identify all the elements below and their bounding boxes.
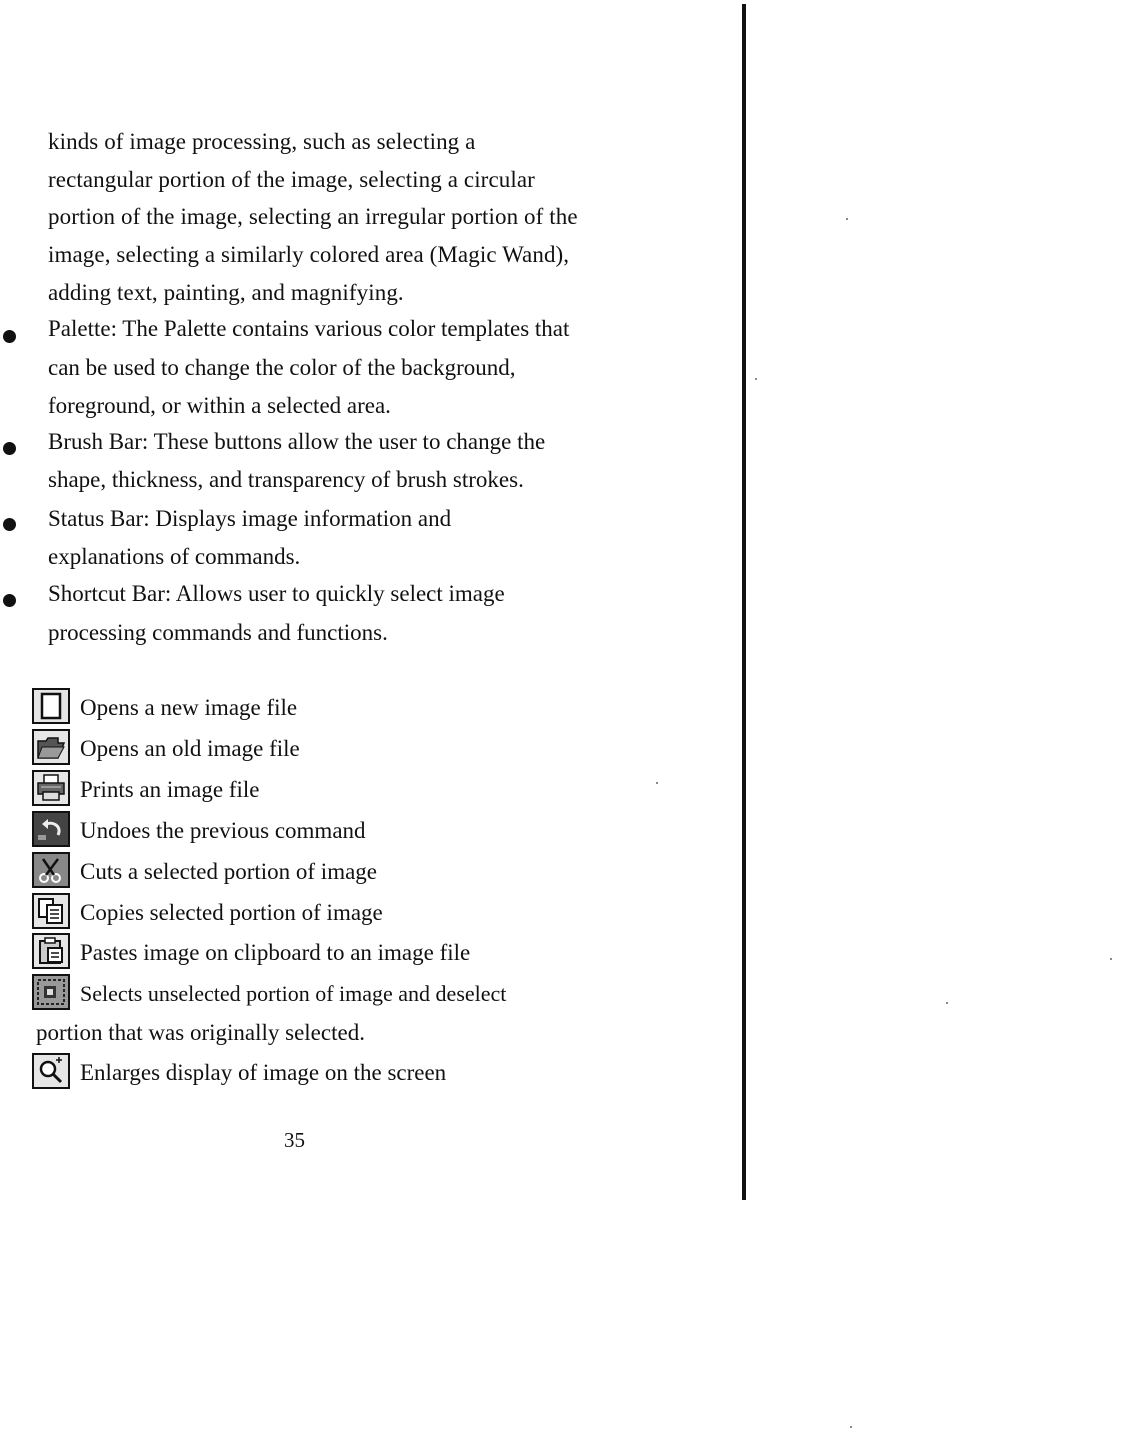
copy-icon xyxy=(32,893,70,929)
intro-line: adding text, painting, and magnifying. xyxy=(48,280,404,305)
scan-artifact xyxy=(850,1426,852,1428)
intro-line: rectangular portion of the image, selecting a circular xyxy=(48,167,535,192)
scan-artifact xyxy=(846,218,848,220)
bullet-icon xyxy=(3,442,16,455)
bullet-line: foreground, or within a selected area. xyxy=(48,393,391,418)
bullet-line: explanations of commands. xyxy=(48,544,301,569)
bullet-line: can be used to change the color of the background, xyxy=(48,355,516,380)
shortcut-description: Undoes the previous command xyxy=(80,818,366,843)
shortcut-description: Cuts a selected portion of image xyxy=(80,859,378,884)
new-file-icon xyxy=(32,688,70,724)
shortcut-description: Selects unselected portion of image and deselect xyxy=(80,981,507,1006)
undo-icon xyxy=(32,811,70,847)
page-number: 35 xyxy=(284,1128,305,1152)
printer-icon xyxy=(32,770,70,806)
shortcut-description: Copies selected portion of image xyxy=(80,900,383,925)
bullet-icon xyxy=(3,518,16,531)
scan-artifact xyxy=(946,1002,948,1004)
bullet-line: shape, thickness, and transparency of brush strokes. xyxy=(48,467,524,492)
bullet-line: Status Bar: Displays image information and xyxy=(48,506,452,531)
open-folder-icon xyxy=(32,729,70,765)
intro-line: portion of the image, selecting an irregular portion of the xyxy=(48,204,578,229)
bullet-line: Shortcut Bar: Allows user to quickly select image xyxy=(48,581,505,606)
shortcut-description: Opens an old image file xyxy=(80,736,300,761)
margin-rule xyxy=(742,4,746,1200)
shortcut-description: Enlarges display of image on the screen xyxy=(80,1060,447,1085)
intro-line: kinds of image processing, such as selecting a xyxy=(48,129,476,154)
scissors-icon xyxy=(32,852,70,888)
shortcut-description: Pastes image on clipboard to an image file xyxy=(80,940,471,965)
paste-icon xyxy=(32,933,70,969)
bullet-line: Brush Bar: These buttons allow the user to change the xyxy=(48,429,546,454)
bullet-line: Palette: The Palette contains various color templates that xyxy=(48,316,570,341)
bullet-icon xyxy=(3,594,16,607)
scan-artifact xyxy=(1110,958,1112,960)
zoom-in-icon xyxy=(32,1053,70,1089)
invert-selection-icon xyxy=(32,974,70,1010)
bullet-line: processing commands and functions. xyxy=(48,620,388,645)
intro-line: image, selecting a similarly colored area (Magic Wand), xyxy=(48,242,570,267)
shortcut-description-continuation: portion that was originally selected. xyxy=(36,1020,365,1045)
scan-artifact xyxy=(755,378,757,380)
scan-artifact xyxy=(656,782,658,784)
bullet-icon xyxy=(3,330,16,343)
shortcut-description: Prints an image file xyxy=(80,777,260,802)
shortcut-description: Opens a new image file xyxy=(80,695,298,720)
